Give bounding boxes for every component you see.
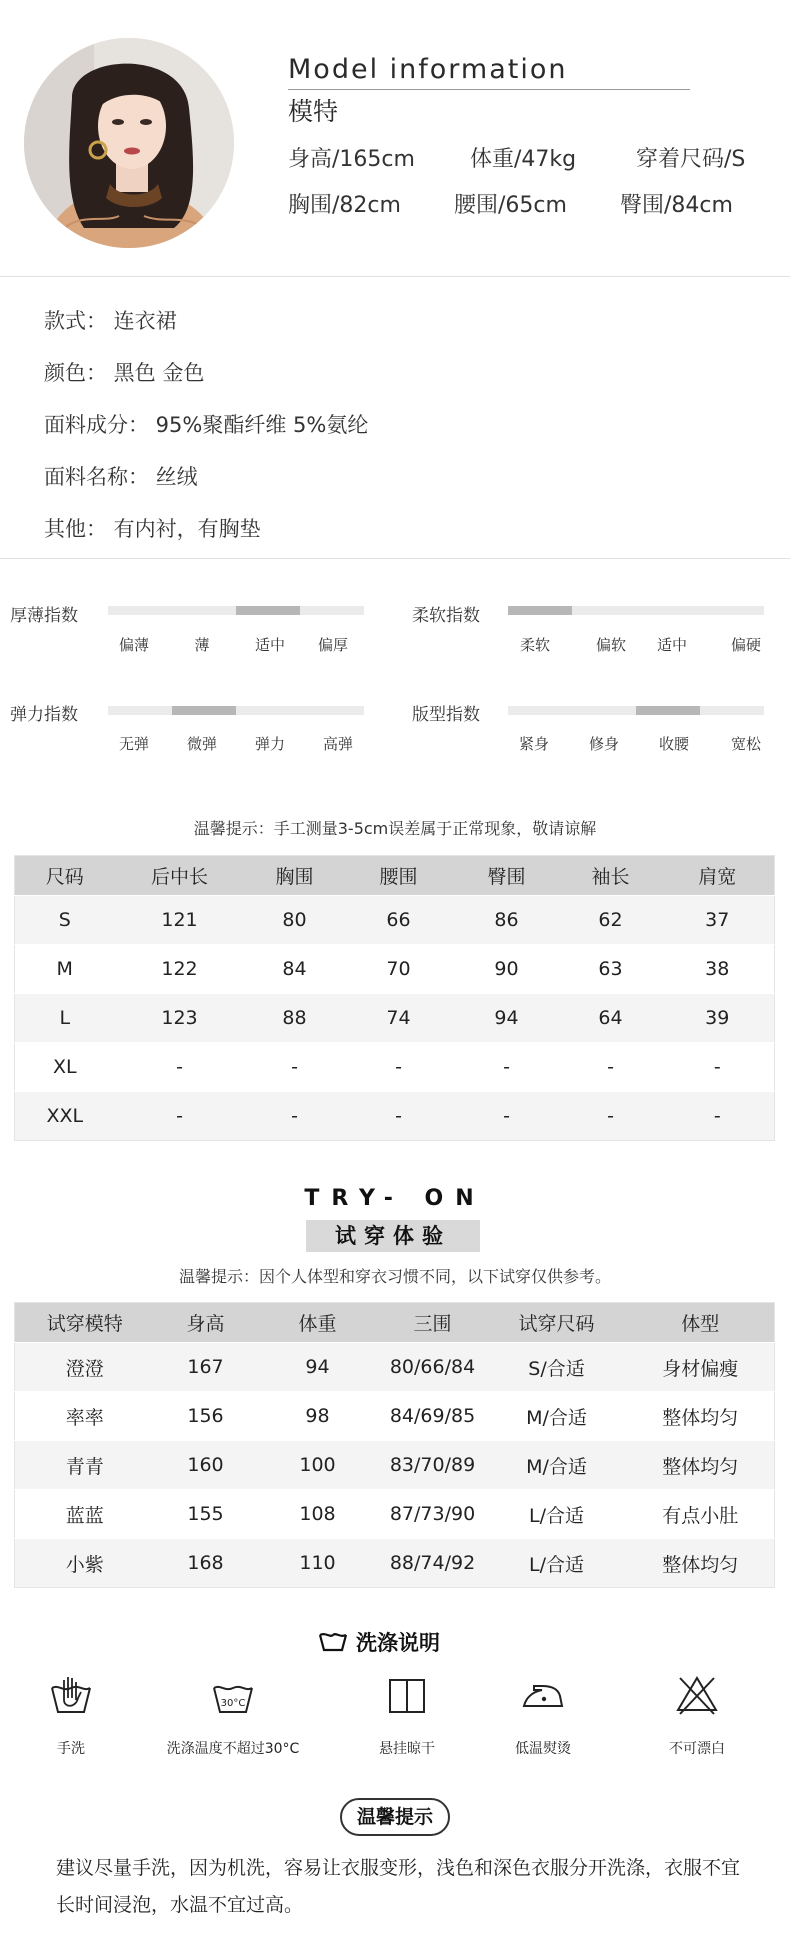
table-cell: 94 [257, 1343, 379, 1392]
table-cell: 整体均匀 [627, 1539, 775, 1588]
table-cell: XXL [15, 1092, 115, 1141]
table-cell: 100 [257, 1441, 379, 1490]
size-chart-header: 肩宽 [661, 856, 775, 896]
table-cell: - [453, 1092, 561, 1141]
table-cell: 62 [561, 896, 661, 945]
section-divider [0, 558, 790, 559]
table-row [15, 1490, 775, 1539]
tryon-header: 身高 [155, 1303, 257, 1343]
table-cell: 37 [661, 896, 775, 945]
model-avatar [24, 38, 234, 248]
model-weight: 体重/47kg [470, 147, 577, 172]
thickness-index-bar [108, 606, 364, 615]
table-cell: S/合适 [487, 1343, 627, 1392]
table-cell: XL [15, 1043, 115, 1092]
size-chart-header: 胸围 [245, 856, 345, 896]
table-cell: 64 [561, 994, 661, 1043]
table-cell: 身材偏瘦 [627, 1343, 775, 1392]
model-title-divider [288, 89, 690, 90]
elasticity-index-title: 弹力指数 [10, 705, 78, 725]
hand-wash-icon [48, 1674, 94, 1716]
table-cell: - [345, 1092, 453, 1141]
fit-index-fill [636, 706, 700, 715]
thickness-tick: 偏厚 [317, 636, 349, 654]
model-height: 身高/165cm [288, 147, 415, 172]
wash-item-30c [158, 1674, 308, 1758]
model-bust: 胸围/82cm [288, 193, 401, 218]
model-info-section [0, 0, 790, 276]
table-row [15, 994, 775, 1043]
tryon-header: 体重 [257, 1303, 379, 1343]
thickness-tick: 适中 [254, 636, 286, 654]
table-cell: M/合适 [487, 1392, 627, 1441]
table-cell: 澄澄 [15, 1343, 155, 1392]
table-row [15, 1043, 775, 1092]
table-cell: L [15, 994, 115, 1043]
table-cell: - [661, 1092, 775, 1141]
washing-header [318, 1626, 440, 1658]
size-chart-header-row [15, 856, 775, 896]
table-cell: 整体均匀 [627, 1441, 775, 1490]
table-cell: 有点小肚 [627, 1490, 775, 1539]
softness-tick: 偏软 [595, 636, 627, 654]
wash-item-hand [0, 1674, 146, 1758]
elasticity-index-fill [172, 706, 236, 715]
thickness-tick: 薄 [194, 636, 210, 654]
table-cell: 蓝蓝 [15, 1490, 155, 1539]
wash-item-hang [332, 1674, 482, 1758]
softness-index-title: 柔软指数 [412, 606, 480, 626]
wash-tub-icon [318, 1631, 348, 1653]
model-waist: 腰围/65cm [454, 193, 567, 218]
table-cell: 168 [155, 1539, 257, 1588]
tryon-table [14, 1302, 775, 1588]
wash-label: 不可漂白 [669, 1741, 725, 1757]
table-cell: 84/69/85 [379, 1392, 487, 1441]
table-row [15, 1392, 775, 1441]
model-subtitle: 模特 [288, 97, 339, 126]
table-row [15, 896, 775, 945]
tryon-header: 三围 [379, 1303, 487, 1343]
table-cell: 156 [155, 1392, 257, 1441]
table-cell: 整体均匀 [627, 1392, 775, 1441]
table-cell: - [453, 1043, 561, 1092]
tryon-header: 试穿模特 [15, 1303, 155, 1343]
thickness-index-title: 厚薄指数 [10, 606, 78, 626]
tryon-header-row [15, 1303, 775, 1343]
model-hip: 臀围/84cm [620, 193, 733, 218]
model-portrait-image [24, 38, 234, 248]
table-cell: S [15, 896, 115, 945]
table-cell: - [661, 1043, 775, 1092]
table-cell: - [245, 1043, 345, 1092]
table-row [15, 1092, 775, 1141]
elasticity-tick: 微弹 [186, 735, 218, 753]
tryon-title-en: TRY- ON [304, 1186, 486, 1211]
elasticity-tick: 高弹 [322, 735, 354, 753]
table-cell: 80 [245, 896, 345, 945]
table-cell: 小紫 [15, 1539, 155, 1588]
fit-index-title: 版型指数 [412, 705, 480, 725]
fit-tick: 收腰 [658, 735, 690, 753]
table-cell: - [561, 1043, 661, 1092]
table-cell: L/合适 [487, 1539, 627, 1588]
table-row [15, 1441, 775, 1490]
table-row [15, 945, 775, 994]
table-cell: 110 [257, 1539, 379, 1588]
table-cell: 青青 [15, 1441, 155, 1490]
tryon-notice: 温馨提示：因个人体型和穿衣习惯不同，以下试穿仅供参考。 [178, 1267, 611, 1286]
table-cell: 94 [453, 994, 561, 1043]
tips-title: 温馨提示 [340, 1798, 450, 1836]
washing-title: 洗涤说明 [356, 1631, 440, 1655]
size-chart-table [14, 855, 775, 1141]
table-cell: 87/73/90 [379, 1490, 487, 1539]
table-cell: 38 [661, 945, 775, 994]
no-bleach-icon [674, 1674, 720, 1716]
size-chart-header: 尺码 [15, 856, 115, 896]
size-chart-notice: 温馨提示：手工测量3-5cm误差属于正常现象，敬请谅解 [193, 819, 597, 838]
fit-index-bar [508, 706, 764, 715]
table-cell: 率率 [15, 1392, 155, 1441]
table-cell: - [115, 1092, 245, 1141]
softness-tick: 偏硬 [730, 636, 762, 654]
wash-temp-text: 30°C [220, 1698, 246, 1709]
table-cell: 155 [155, 1490, 257, 1539]
size-chart-header: 腰围 [345, 856, 453, 896]
fit-tick: 修身 [588, 735, 620, 753]
size-chart-header: 后中长 [115, 856, 245, 896]
softness-index-bar [508, 606, 764, 615]
softness-tick: 柔软 [519, 636, 551, 654]
wash-label: 低温熨烫 [515, 1741, 571, 1757]
wash-label: 悬挂晾干 [379, 1741, 435, 1757]
table-cell: 83/70/89 [379, 1441, 487, 1490]
wash-item-iron [468, 1674, 618, 1758]
table-cell: 90 [453, 945, 561, 994]
product-other: 其他： 有内衬，有胸垫 [44, 517, 261, 541]
table-row [15, 1539, 775, 1588]
table-cell: 74 [345, 994, 453, 1043]
fit-tick: 宽松 [730, 735, 762, 753]
elasticity-tick: 无弹 [118, 735, 150, 753]
hang-dry-icon [384, 1674, 430, 1716]
product-fabric: 面料名称： 丝绒 [44, 465, 198, 489]
table-cell: L/合适 [487, 1490, 627, 1539]
table-cell: 86 [453, 896, 561, 945]
softness-tick: 适中 [656, 636, 688, 654]
table-cell: 39 [661, 994, 775, 1043]
table-cell: M [15, 945, 115, 994]
thickness-tick: 偏薄 [118, 636, 150, 654]
table-cell: 167 [155, 1343, 257, 1392]
tips-text: 建议尽量手洗，因为机洗，容易让衣服变形，浅色和深色衣服分开洗涤，衣服不宜长时间浸泡，水温不宜过高。 [56, 1857, 741, 1916]
table-cell: - [115, 1043, 245, 1092]
table-cell: 121 [115, 896, 245, 945]
table-cell: - [245, 1092, 345, 1141]
tryon-header: 体型 [627, 1303, 775, 1343]
tryon-header: 试穿尺码 [487, 1303, 627, 1343]
fit-tick: 紧身 [518, 735, 550, 753]
thickness-index-fill [236, 606, 300, 615]
table-cell: - [345, 1043, 453, 1092]
table-cell: 98 [257, 1392, 379, 1441]
table-cell: - [561, 1092, 661, 1141]
wash-label: 洗涤温度不超过30°C [166, 1741, 300, 1757]
product-style: 款式： 连衣裙 [44, 309, 177, 333]
elasticity-index-bar [108, 706, 364, 715]
tryon-title-cn: 试穿体验 [306, 1220, 480, 1252]
wash-item-bleach [622, 1674, 772, 1758]
elasticity-tick: 弹力 [254, 735, 286, 753]
size-chart-header: 臀围 [453, 856, 561, 896]
size-chart-header: 袖长 [561, 856, 661, 896]
table-cell: 63 [561, 945, 661, 994]
iron-low-icon [520, 1674, 566, 1716]
table-cell: 70 [345, 945, 453, 994]
model-title: Model information [288, 54, 568, 85]
table-cell: M/合适 [487, 1441, 627, 1490]
table-cell: 80/66/84 [379, 1343, 487, 1392]
product-color: 颜色： 黑色 金色 [44, 361, 205, 385]
table-cell: 123 [115, 994, 245, 1043]
table-cell: 122 [115, 945, 245, 994]
model-size: 穿着尺码/S [636, 147, 746, 172]
table-cell: 160 [155, 1441, 257, 1490]
section-divider [0, 276, 790, 277]
wash-label: 手洗 [57, 1741, 85, 1757]
softness-index-fill [508, 606, 572, 615]
wash-30-icon [210, 1674, 256, 1716]
table-cell: 84 [245, 945, 345, 994]
table-cell: 88 [245, 994, 345, 1043]
table-cell: 108 [257, 1490, 379, 1539]
table-cell: 88/74/92 [379, 1539, 487, 1588]
table-cell: 66 [345, 896, 453, 945]
product-composition: 面料成分： 95%聚酯纤维 5%氨纶 [44, 413, 369, 437]
table-row [15, 1343, 775, 1392]
